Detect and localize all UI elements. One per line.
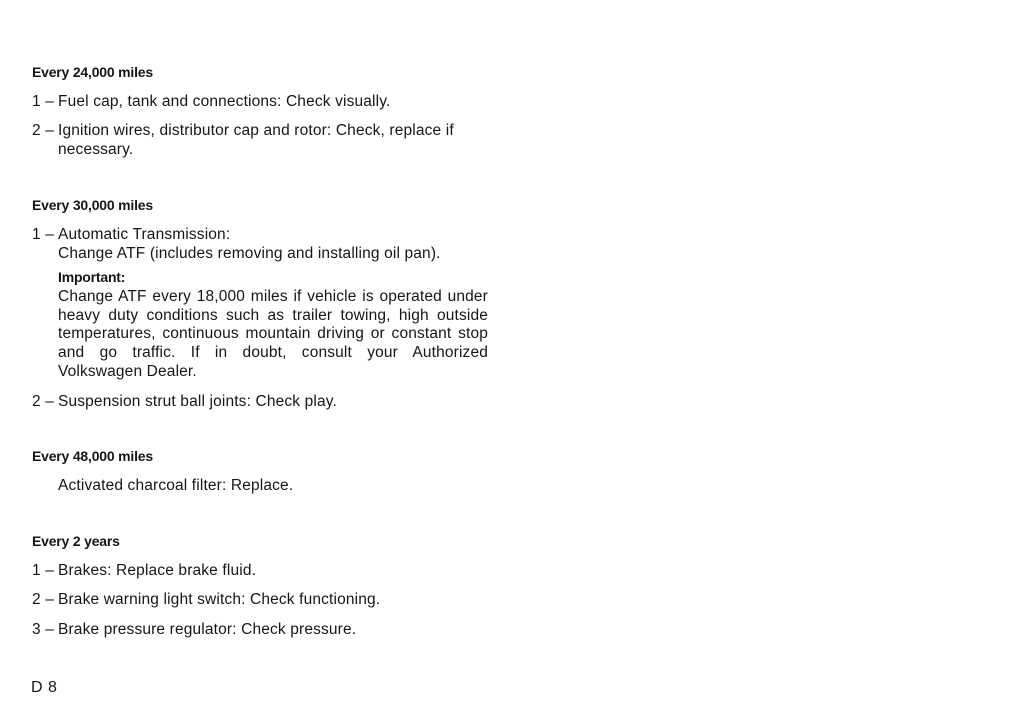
section-heading-24000-miles: Every 24,000 miles xyxy=(32,64,153,80)
item-text: Activated charcoal filter: Replace. xyxy=(58,477,294,494)
item-text: Ignition wires, distributor cap and rotor: Check, replace if xyxy=(58,122,454,139)
item-number: 1 – xyxy=(32,226,54,243)
item-number: 3 – xyxy=(32,621,54,638)
important-note: Change ATF every 18,000 miles if vehicle is operated under heavy duty conditions such as trailer towing, high outside temperatures, continuous mountain driving or constant stop and go traffic. If in doubt, consult your Authorized Volkswagen Dealer. xyxy=(58,288,488,380)
list-item xyxy=(32,393,489,412)
item-number: 2 – xyxy=(32,122,54,139)
page-number: D 8 xyxy=(31,679,58,696)
list-item xyxy=(32,562,489,581)
list-item xyxy=(32,93,489,112)
item-number: 2 – xyxy=(32,591,54,608)
item-text: Brakes: Replace brake fluid. xyxy=(58,562,257,579)
important-heading: Important: xyxy=(58,269,126,285)
item-text: Suspension strut ball joints: Check play. xyxy=(58,393,337,410)
item-number: 1 – xyxy=(32,562,54,579)
item-text-continued: Change ATF (includes removing and installing oil pan). xyxy=(58,244,441,262)
list-item xyxy=(32,226,489,263)
list-item xyxy=(32,591,489,610)
item-text: Automatic Transmission: xyxy=(58,226,231,243)
list-item xyxy=(32,477,489,496)
item-number: 2 – xyxy=(32,393,54,410)
list-item xyxy=(32,122,489,159)
item-text: Brake warning light switch: Check functioning. xyxy=(58,591,381,608)
list-item xyxy=(32,621,489,640)
section-heading-2-years: Every 2 years xyxy=(32,533,120,549)
item-text: Brake pressure regulator: Check pressure. xyxy=(58,621,357,638)
section-heading-30000-miles: Every 30,000 miles xyxy=(32,197,153,213)
item-number: 1 – xyxy=(32,93,54,110)
item-text-continued: necessary. xyxy=(58,140,134,158)
section-heading-48000-miles: Every 48,000 miles xyxy=(32,448,153,464)
item-text: Fuel cap, tank and connections: Check visually. xyxy=(58,93,391,110)
